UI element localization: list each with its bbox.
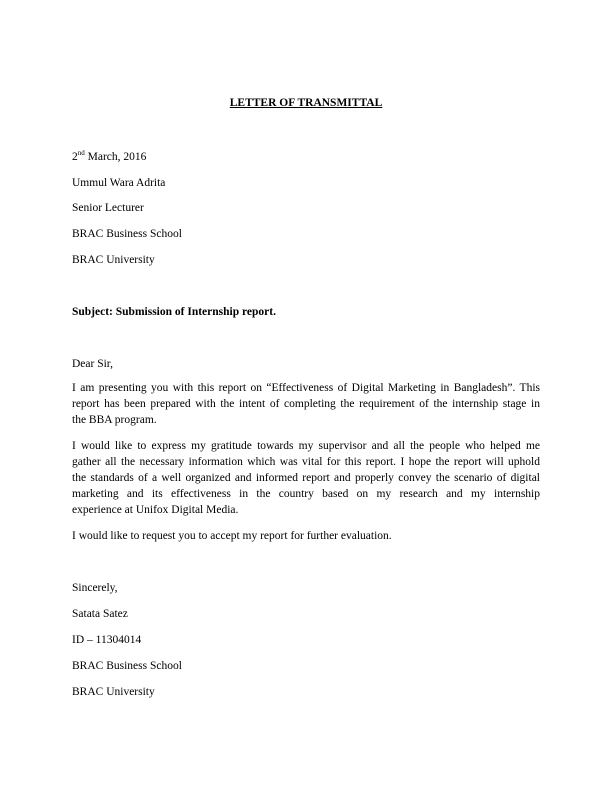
recipient-position: Senior Lecturer xyxy=(72,202,144,214)
sender-name: Satata Satez xyxy=(72,608,128,620)
closing: Sincerely, xyxy=(72,582,118,594)
paragraph-3: I would like to request you to accept my report for further evaluation. xyxy=(72,530,392,542)
paragraph-1-line: I am presenting you with this report on “Effectiveness of Digital Marketing in Bangladesh”. This xyxy=(72,382,540,394)
paragraph-2-line: gather all the necessary information which was vital for this report. I hope the report will uphold xyxy=(72,456,540,468)
salutation: Dear Sir, xyxy=(72,358,114,370)
sender-university: BRAC University xyxy=(72,686,155,698)
recipient-name: Ummul Wara Adrita xyxy=(72,177,166,189)
paragraph-2-line: marketing and its effectiveness in the country based on my research and my internship xyxy=(72,488,540,500)
paragraph-1-line: report has been prepared with the intent of completing the requirement of the internship stage in xyxy=(72,398,540,410)
sender-id: ID – 11304014 xyxy=(72,634,142,646)
sender-school: BRAC Business School xyxy=(72,660,182,672)
date-rest: March, 2016 xyxy=(84,151,147,163)
paragraph-1-line: the BBA program. xyxy=(72,414,157,426)
letter-date xyxy=(72,150,146,164)
paragraph-2-line: the standards of a well organized and informed report and properly convey the scenario of digital xyxy=(72,472,540,484)
paragraph-2-line: I would like to express my gratitude towards my supervisor and all the people who helped me xyxy=(72,440,540,452)
date-suffix: nd xyxy=(77,149,85,158)
recipient-school: BRAC Business School xyxy=(72,228,182,240)
letter-subject: Subject: Submission of Internship report. xyxy=(72,306,276,318)
letter-title: LETTER OF TRANSMITTAL xyxy=(229,97,383,109)
paragraph-1 xyxy=(72,380,540,428)
paragraph-2-line: experience at Unifox Digital Media. xyxy=(72,504,239,516)
recipient-university: BRAC University xyxy=(72,254,155,266)
date-day: 2 xyxy=(72,151,78,163)
paragraph-2 xyxy=(72,438,540,518)
